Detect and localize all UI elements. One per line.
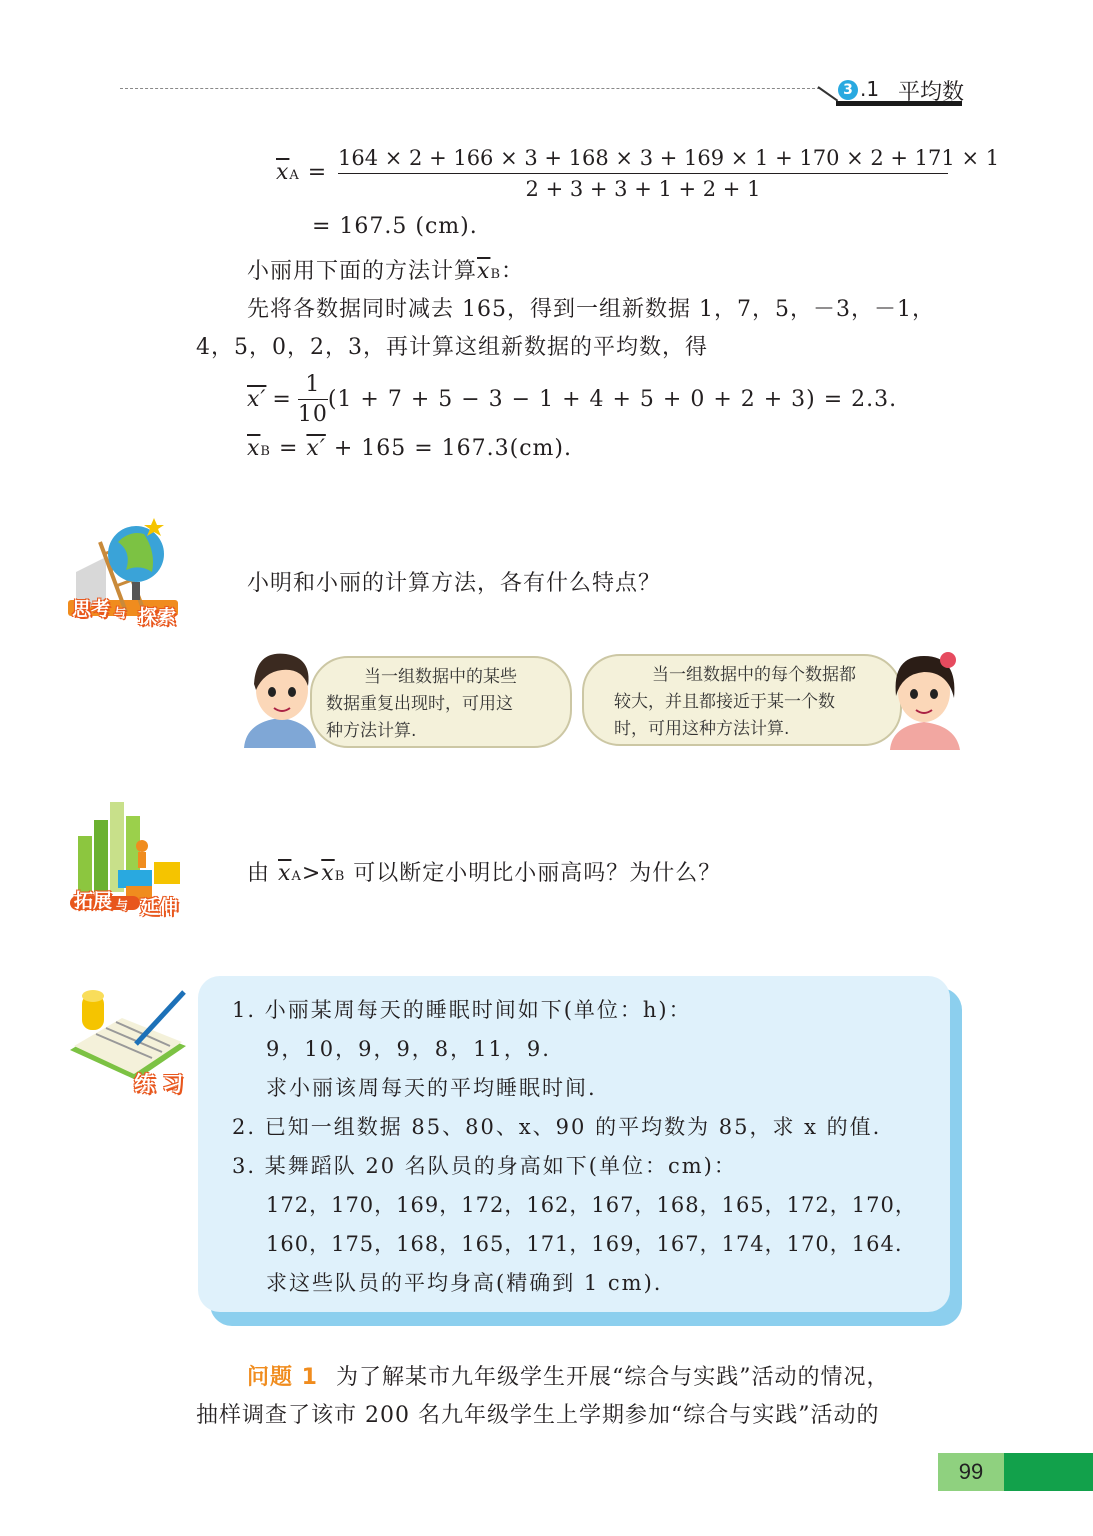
formula-a-lhs: $\overline{x}A$ =: [276, 160, 328, 185]
extend-label-2: 与: [116, 898, 129, 912]
bubble-girl: [582, 654, 902, 746]
section-number-suffix: .1: [860, 77, 880, 101]
extend-question: 由 $\overline{x}A>\overline{x}B$ 可以断定小明比小丽高吗？为什么？: [247, 861, 722, 886]
header-rule: [120, 88, 820, 89]
bubble-girl-line1: 当一组数据中的每个数据都: [652, 665, 856, 685]
practice-line-4: 2. 已知一组数据 85、80、x、90 的平均数为 85，求 x 的值.: [232, 1115, 882, 1139]
header-slash: [817, 86, 838, 101]
formula-a-fraction: [338, 146, 1000, 201]
practice-line-3: 求小丽该周每天的平均睡眠时间.: [266, 1076, 597, 1100]
think-label-1: 思考: [72, 598, 111, 620]
practice-line-1: 1. 小丽某周每天的睡眠时间如下(单位：h)：: [232, 998, 692, 1022]
bubble-boy-line3: 种方法计算.: [326, 721, 417, 741]
practice-label: 练 习: [134, 1072, 184, 1096]
method-b-line1: 先将各数据同时减去 165，得到一组新数据 1，7，5，－3，－1，: [247, 297, 935, 322]
bubble-girl-line3: 时，可用这种方法计算.: [614, 719, 790, 739]
formula-a-result: = 167.5 (cm).: [312, 214, 478, 239]
problem-1-line2: 抽样调查了该市 200 名九年级学生上学期参加“综合与实践”活动的: [196, 1403, 880, 1428]
method-b-intro: 小丽用下面的方法计算$\overline{x}B$：: [247, 259, 525, 284]
practice-line-8: 求这些队员的平均身高(精确到 1 cm).: [266, 1271, 663, 1295]
practice-line-7: 160，175，168，165，171，169，167，174，170，164.: [266, 1232, 903, 1256]
formula-a-numerator: 164 × 2 + 166 × 3 + 168 × 3 + 169 × 1 + 170 × 2 + 171 × 1: [338, 146, 948, 174]
formula-a-denominator: 2 + 3 + 3 + 1 + 2 + 1: [525, 177, 761, 201]
practice-icon: [66, 984, 190, 1094]
practice-line-5: 3. 某舞蹈队 20 名队员的身高如下(单位：cm)：: [232, 1154, 737, 1178]
method-b-xb-formula: $\overline{x}B = x' + 165 = 167.3(cm)$.: [247, 436, 572, 461]
think-label-2: 与: [114, 606, 127, 620]
problem-1-label: 问题 1: [247, 1365, 318, 1390]
page-edge-bar: [1004, 1453, 1093, 1491]
bubble-boy: [310, 656, 572, 748]
bubble-girl-line2: 较大，并且都接近于某一个数: [614, 692, 835, 712]
boy-avatar: [242, 646, 318, 748]
think-label-3: 探索: [138, 606, 177, 628]
practice-line-6: 172，170，169，172，162，167，168，165，172，170，: [266, 1193, 917, 1217]
bubble-boy-line2: 数据重复出现时，可用这: [326, 694, 513, 714]
method-b-xprime-formula: x′ = $\frac{1}{10}$ (1 + 7 + 5 − 3 − 1 + 4 + 5 + 0 + 2 + 3) = 2.3.: [247, 372, 898, 427]
page-number: 99: [958, 1459, 984, 1484]
practice-box: [198, 976, 950, 1312]
method-b-line2: 4，5，0，2，3，再计算这组新数据的平均数，得: [196, 335, 708, 360]
problem-1-line1: 问题 1 为了解某市九年级学生开展“综合与实践”活动的情况，: [247, 1365, 890, 1390]
extend-label-1: 拓展: [74, 890, 113, 912]
practice-line-2: 9，10，9，9，8，11，9.: [266, 1037, 551, 1061]
think-explore-icon: [66, 512, 190, 630]
section-number-badge: 3: [838, 80, 858, 100]
extend-icon: [70, 800, 192, 916]
girl-avatar: [886, 646, 964, 750]
extend-label-3: 延伸: [140, 896, 179, 918]
section-title: 平均数: [898, 80, 965, 105]
think-question: 小明和小丽的计算方法，各有什么特点？: [247, 571, 662, 596]
bubble-boy-line1: 当一组数据中的某些: [364, 667, 517, 687]
